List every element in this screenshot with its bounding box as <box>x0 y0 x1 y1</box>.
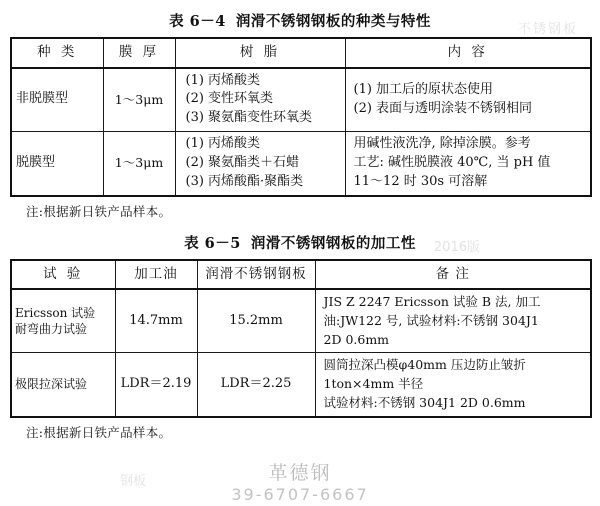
table1-note: 注:根据新日铁产品样本。 <box>26 203 172 219</box>
table1-r2-thickness: 1～3μm <box>103 132 175 196</box>
table2-header-test: 试 验 <box>11 260 115 290</box>
table1-r2-content-line3: 11～12 时 30s 可溶解 <box>353 173 488 189</box>
table2-header-sheet: 润滑不锈钢钢板 <box>197 260 315 290</box>
table1-r1-thickness: 1～3μm <box>103 68 175 132</box>
table2-r2-remark <box>315 353 591 417</box>
background-artifact-bottom: 钢板 <box>120 474 147 489</box>
table1-r1-content-line1: (1) 加工后的原状态使用 <box>353 81 494 97</box>
table-6-5 <box>10 259 592 418</box>
table1-header-content: 内 容 <box>345 38 591 68</box>
table1-r2-resin-line2: (2) 聚氨酯类＋石蜡 <box>185 154 300 170</box>
table2-r2-sheet: LDR＝2.25 <box>197 353 315 417</box>
table2-r2-test-line1: 极限拉深试验 <box>15 377 88 392</box>
table1-r2-content <box>345 132 591 196</box>
table2-header-row <box>11 260 591 290</box>
table-row <box>11 132 591 196</box>
table2-r1-oil: 14.7mm <box>115 289 197 353</box>
table2-r1-test <box>11 289 115 353</box>
watermark-line2: 39-6707-6667 <box>231 485 369 504</box>
table2-r2-remark-line2: 1ton×4mm 半径 <box>323 376 424 392</box>
table2-r2-oil: LDR＝2.19 <box>115 353 197 417</box>
table1-r1-resin-line2: (2) 变性环氧类 <box>185 91 274 107</box>
table1-r1-content-line2: (2) 表面与透明涂装不锈钢相同 <box>353 100 533 116</box>
table2-r1-sheet: 15.2mm <box>197 289 315 353</box>
table1-header-kind: 种 类 <box>11 38 103 68</box>
table1-r1-content <box>345 68 591 132</box>
table1-r2-content-line1: 用碱性液洗净, 除掉涂膜。参考 <box>353 136 531 152</box>
table1-r1-resin <box>175 68 345 132</box>
table2-note: 注:根据新日铁产品样本。 <box>26 424 172 440</box>
table1-r2-resin-line3: (3) 丙烯酸酯·聚酯类 <box>185 173 304 189</box>
table1-r1-kind: 非脱膜型 <box>11 68 103 132</box>
table2-r1-remark-line2: 油:JW122 号, 试验材料:不锈钢 304J1 <box>323 312 539 328</box>
table2-r2-remark-line3: 试验材料:不锈钢 304J1 2D 0.6mm <box>323 394 526 410</box>
table1-header-thickness: 膜 厚 <box>103 38 175 68</box>
background-artifact-middle: 2016版 <box>433 240 480 255</box>
table1-title-number: 表 6－4 <box>169 13 226 30</box>
table2-r2-test <box>11 353 115 417</box>
table2-r1-remark-line3: 2D 0.6mm <box>323 331 390 347</box>
table2-r1-test-line2: 耐弯曲力试验 <box>15 322 88 337</box>
watermark-line1: 革德钢 <box>268 462 332 484</box>
table1-r2-resin <box>175 132 345 196</box>
table1-r2-kind: 脱膜型 <box>11 132 103 196</box>
background-artifact-top-right: 不锈钢板 <box>517 22 578 37</box>
table2-title-number: 表 6－5 <box>184 234 241 252</box>
table2-title-text: 润滑不锈钢钢板的加工性 <box>250 234 416 252</box>
table1-title-text: 润滑不锈钢钢板的种类与特性 <box>235 13 431 30</box>
table1-title <box>10 10 590 31</box>
watermark <box>0 458 600 504</box>
table1-header-row <box>11 38 591 68</box>
table-row <box>11 68 591 132</box>
table1-header-resin: 树 脂 <box>175 38 345 68</box>
table1-r1-resin-line1: (1) 丙烯酸类 <box>185 72 261 88</box>
table2-r1-remark <box>315 289 591 353</box>
table2-title <box>10 232 590 253</box>
table-6-4 <box>10 37 592 197</box>
table2-header-remark: 备 注 <box>315 260 591 290</box>
table1-r1-resin-line3: (3) 聚氨酯变性环氧类 <box>185 110 313 126</box>
table-row <box>11 353 591 417</box>
table1-r2-content-line2: 工艺: 碱性脱膜液 40℃, 当 pH 值 <box>353 154 551 170</box>
table2-r1-remark-line1: JIS Z 2247 Ericsson 试验 B 法, 加工 <box>323 294 541 310</box>
table2-r1-test-line1: Ericsson 试验 <box>15 305 96 320</box>
table-row <box>11 289 591 353</box>
table1-r2-resin-line1: (1) 丙烯酸类 <box>185 136 261 152</box>
table2-header-oil: 加工油 <box>115 260 197 290</box>
table2-r2-remark-line1: 圆筒拉深凸模φ40mm 压边防止皱折 <box>323 357 526 373</box>
